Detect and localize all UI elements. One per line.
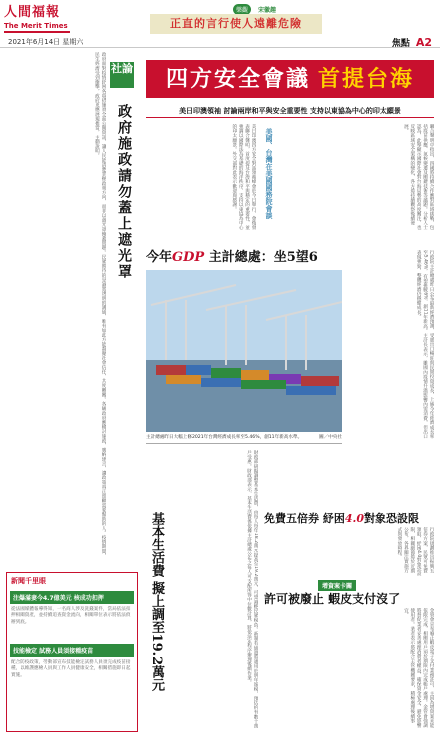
logo-english: The Merit Times [4,22,68,30]
newspaper-logo[interactable] [4,5,70,33]
headline-part-2: 首提台海 [318,66,415,92]
editorial-text: 政府面對疫情紓困各項措施須全面公開資訊，讓人民能清楚掌握政策方向，而非以遮光罩掩蓋問題。民眾期待的是誠實透明的溝通，唯有如此方能凝聚社會信任，共度難關。各級政府應檢討施政，廣納建言，讓政策真正照顧需要幫助的人。疫情期間，民生經濟受到衝擊，政府更應展現擔當，主動說明。 [94,52,106,558]
editorial-tag: 社論 [110,62,134,88]
lead-body-1: 美日印澳四方安全對話領袖峰會於今日舉行，會後發表聯合聲明，首度提及台海和平與穩定的重要性，並強調以國際法為基礎的海洋秩序，支持以東協為中心的印太願景。外交部對此表示歡迎與感謝。 [231,124,256,230]
voucher-headline[interactable] [264,510,434,526]
basic-body: 財政部研擬調整基本生活費，由每人每年18.2萬元提高至19.2萬元，可望減輕民眾稅負。新制若通過將適用於明年報稅，預估約有數十萬戶受惠。財政部表示，基本生活費係依據主計總處公布之每人可支配所得中位數計算，將依法定程序辦理後續作業。 [246,450,258,729]
gdp-title-post: 主計總處：坐5望6 [204,250,318,265]
gdp-title-pre: 今年 [146,250,173,265]
editorial-title[interactable]: 政府施政請勿蓋上遮光罩 [116,104,132,280]
left-column [6,52,138,732]
news-item-title[interactable]: 技能檢定 試務人員須接種疫苗 [10,644,134,657]
news-item-body: 從法國媒體報導得知，一名商人涉及洗錢案件，當局依法扣押相關資產，並持續追查資金流向，相關單位表示將依法偵辦到底。 [11,607,131,625]
gdp-body: 行政院主計總處昨日公布最新經濟預測，受惠出口暢旺與民間投資成長，上修今年經濟成長率至5.46%，有望挑戰6%，創11年新高。主計長表示，雖國內疫情升溫影響內需消費，但出口表現強勁，整體經濟仍穩健成長。 [416,250,434,439]
photo-credit: 圖／中央社 [319,435,342,440]
payment-body: 金管會宣布廢止蝦皮電子支付業務許可，主因為增資案未能依限完成，相關用戶須於期限內完成帳戶處理。金管會強調將督促業者妥善處理消費者權益，確保資金安全，避免影響使用者。業者表示將配合主管機關要求，積極處理後續事宜。 [403,608,434,728]
port-cranes-image [146,270,342,432]
masthead [0,0,440,48]
basic-headline[interactable]: 基本生活費 擬上調至19.2萬元 [149,512,164,692]
news-brief-header: 新聞千里眼 [7,573,137,589]
gdp-headline[interactable] [146,246,342,268]
news-item-body: 配合防疫政策，勞動部宣布技能檢定試務人員須完成疫苗接種，以維護應檢人員與工作人員健康安全，相關措施即日起實施。 [11,660,131,678]
voucher-title-pre: 免費五倍券 紓困 [264,512,345,525]
photo-caption [146,432,342,444]
port-photo [146,270,342,432]
gdp-title-em: GDP [172,250,205,265]
voucher-body: 行政院規劃推出振興五倍券方案，民眾可免費領取，紓困4.0對象恐設限，相關細節將於近期公布，各界關注實施方式與發放時程。 [396,527,434,576]
payment-headline[interactable]: 許可被廢止 蝦皮支付沒了 [264,592,401,606]
payment-story-tag: 增資案卡關 [318,580,356,591]
slogan-tag: 樂觀 [233,4,251,15]
voucher-title-post: 對象恐設限 [363,512,419,525]
issue-date: 2021年6月14日 星期六 [8,38,84,46]
news-brief-box [6,572,138,732]
page-number: A2 [415,36,432,49]
section-name: 焦點 [391,39,410,49]
lead-headline[interactable] [146,60,434,98]
logo-chinese: 人間福報 [4,5,61,20]
section-label [392,36,432,49]
caption-text: 主計總處昨日大幅上修2021年台灣經濟成長率至5.46%，創11年新高水準。 [146,435,303,440]
news-item-title[interactable]: 注爆滿妻今4.7億美元 核成功扣押 [10,591,134,604]
daily-slogan: 正直的言行使人遠離危險 [150,14,322,34]
editorial-body [6,52,106,562]
voucher-title-em: 4.0 [344,512,364,525]
lead-subhead: 美日印澳領袖 討論兩岸和平與安全重要性 支持以東協為中心的印太願景 [146,104,434,118]
lead-body-2: 聯合聲明中指出，四國將持續合作應對區域挑戰，包括疫苗供應、氣候變遷及關鍵技術等議題。分析人士認為，此舉顯示國際社會對台海局勢的高度關注，也反映區域安全架構的變化，各方將持續觀察後續發展。 [403,124,434,230]
headline-part-1: 四方安全會議 [165,66,310,92]
slogan-tag-secondary: 宋徽趣 [258,7,277,14]
lead-pullquote: 美國、台灣在美國國務院會談 [265,128,273,219]
